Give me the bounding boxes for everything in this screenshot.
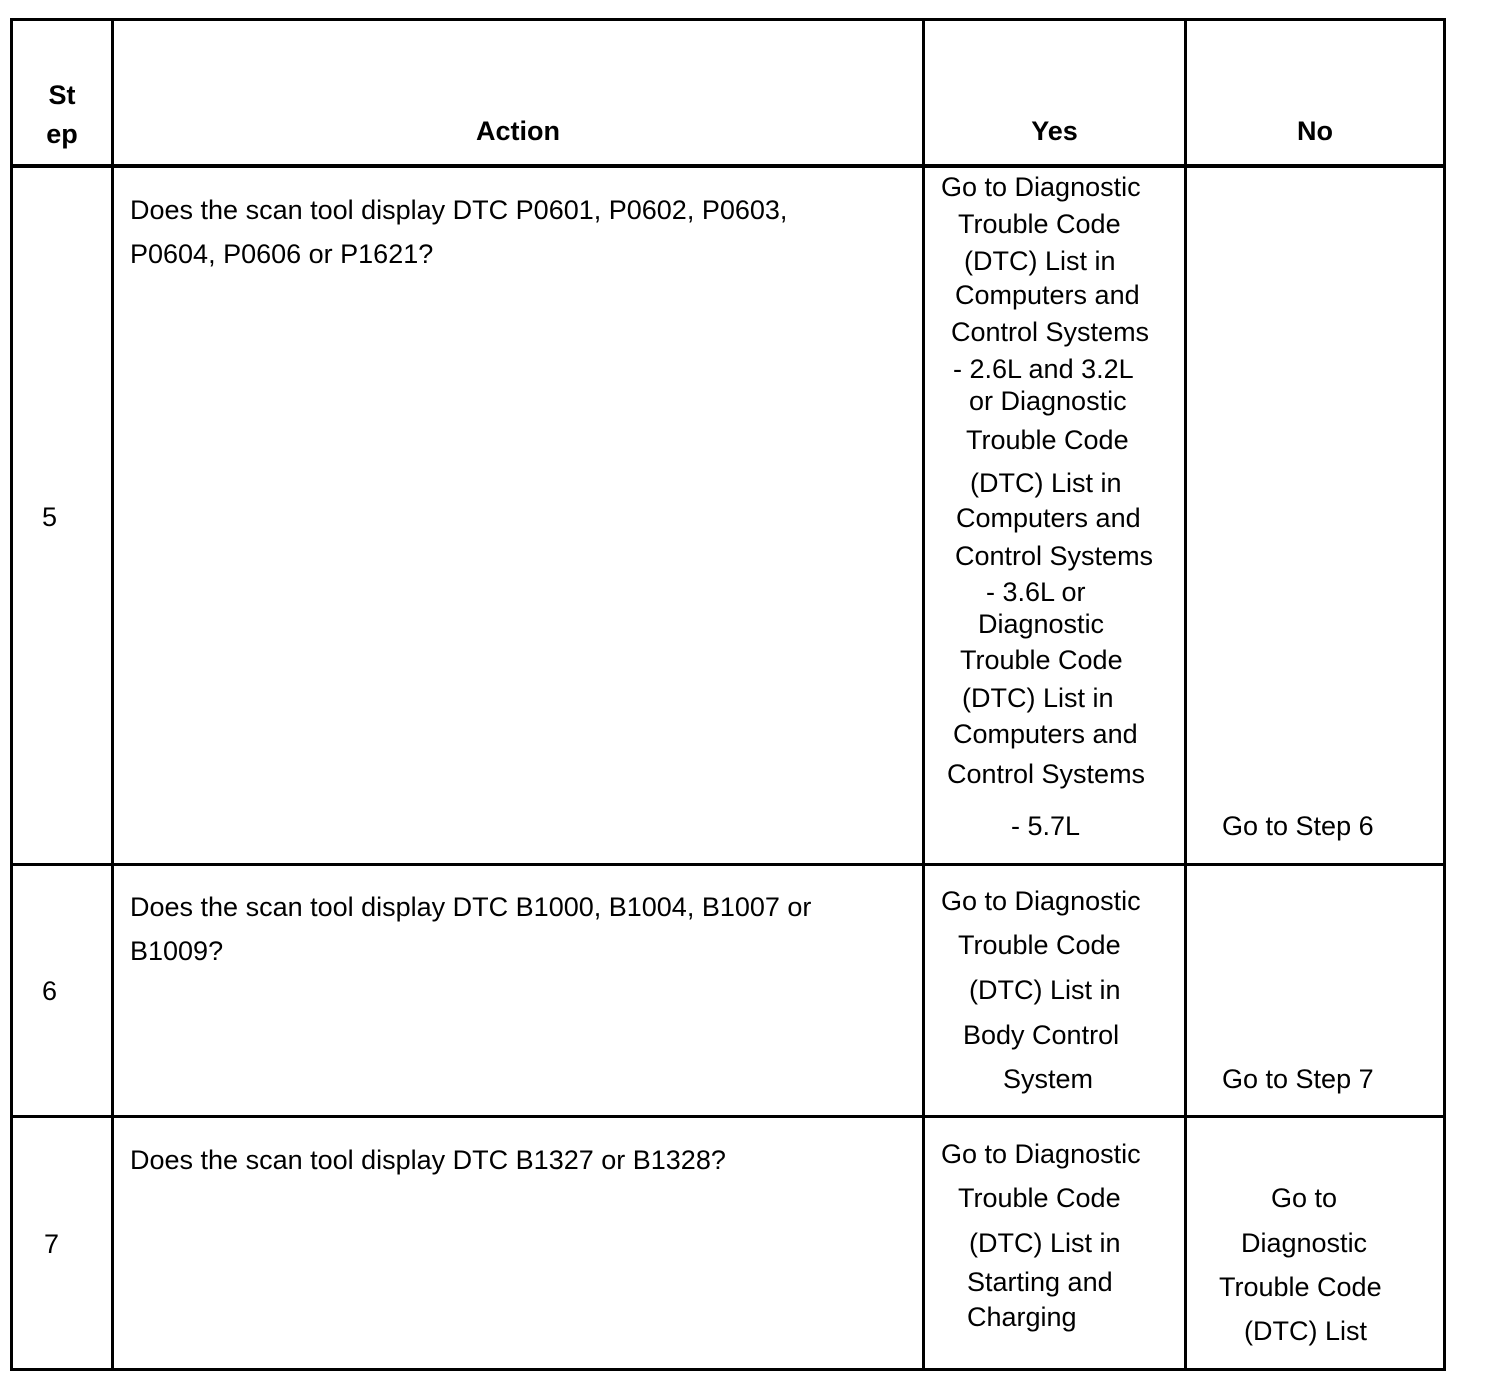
table-border-bottom bbox=[10, 1368, 1446, 1371]
yes-line: Trouble Code bbox=[966, 425, 1129, 455]
yes-line: Go to Diagnostic bbox=[941, 886, 1141, 916]
action-line: B1009? bbox=[130, 936, 224, 966]
yes-line: Control Systems bbox=[951, 317, 1150, 347]
yes-line: or Diagnostic bbox=[969, 386, 1127, 416]
yes-line: Computers and bbox=[956, 503, 1141, 533]
yes-line: Body Control bbox=[963, 1020, 1120, 1050]
no-line: Diagnostic bbox=[1241, 1228, 1368, 1258]
action-text-step-6 bbox=[130, 885, 910, 973]
yes-line: (DTC) List in bbox=[964, 246, 1116, 276]
action-line: P0604, P0606 or P1621? bbox=[130, 239, 434, 269]
no-line: Go to Step 7 bbox=[1222, 1064, 1374, 1094]
yes-line: - 2.6L and 3.2L bbox=[953, 354, 1134, 384]
no-line: Go to Step 6 bbox=[1222, 811, 1374, 841]
yes-line: (DTC) List in bbox=[962, 683, 1114, 713]
yes-line: (DTC) List in bbox=[970, 468, 1122, 498]
yes-cell-step-7 bbox=[925, 1118, 1184, 1368]
no-line: Trouble Code bbox=[1219, 1272, 1382, 1302]
no-line: Go to bbox=[1271, 1183, 1338, 1213]
header-step-line2: ep bbox=[46, 119, 78, 149]
yes-cell-step-5 bbox=[925, 18, 1184, 863]
yes-line: Diagnostic bbox=[978, 609, 1105, 639]
yes-line: Computers and bbox=[953, 719, 1138, 749]
action-line: Does the scan tool display DTC B1000, B1004, B1007 or bbox=[130, 892, 812, 922]
action-text-step-5 bbox=[130, 188, 910, 276]
yes-cell-step-6 bbox=[925, 866, 1184, 1115]
step-number-6: 6 bbox=[42, 976, 58, 1006]
step-number-7: 7 bbox=[44, 1229, 60, 1259]
no-cell-step-6 bbox=[1187, 866, 1443, 1115]
yes-line: Trouble Code bbox=[958, 930, 1121, 960]
no-cell-step-5 bbox=[1187, 18, 1443, 863]
header-step-line1: St bbox=[48, 80, 76, 110]
yes-line: System bbox=[1003, 1064, 1094, 1094]
action-text-step-7 bbox=[130, 1138, 910, 1182]
yes-line: Trouble Code bbox=[960, 645, 1123, 675]
yes-line: Go to Diagnostic bbox=[941, 172, 1141, 202]
yes-line: Charging bbox=[967, 1302, 1077, 1332]
yes-line: Go to Diagnostic bbox=[941, 1139, 1141, 1169]
no-cell-step-7 bbox=[1187, 1118, 1443, 1368]
yes-line: Trouble Code bbox=[958, 209, 1121, 239]
header-no: No bbox=[1297, 116, 1333, 146]
yes-line: Starting and bbox=[967, 1267, 1113, 1297]
yes-line: Trouble Code bbox=[958, 1183, 1121, 1213]
table-border-right bbox=[1443, 18, 1446, 1371]
yes-line: - 3.6L or bbox=[986, 577, 1086, 607]
action-line: Does the scan tool display DTC B1327 or B1328? bbox=[130, 1145, 726, 1175]
step-number-5: 5 bbox=[42, 502, 58, 532]
yes-line: Control Systems bbox=[947, 759, 1146, 789]
yes-line: - 5.7L bbox=[1011, 811, 1081, 841]
diagnostic-table bbox=[10, 18, 1446, 1371]
col-divider-step-action bbox=[111, 18, 114, 1371]
table-border-left bbox=[10, 18, 13, 1371]
action-line: Does the scan tool display DTC P0601, P0602, P0603, bbox=[130, 195, 788, 225]
header-yes: Yes bbox=[1031, 116, 1078, 146]
yes-line: Control Systems bbox=[955, 541, 1154, 571]
yes-line: Computers and bbox=[955, 280, 1140, 310]
no-line: (DTC) List bbox=[1244, 1316, 1367, 1346]
header-step bbox=[13, 76, 111, 154]
header-action: Action bbox=[476, 116, 560, 146]
yes-line: (DTC) List in bbox=[969, 975, 1121, 1005]
yes-line: (DTC) List in bbox=[969, 1228, 1121, 1258]
